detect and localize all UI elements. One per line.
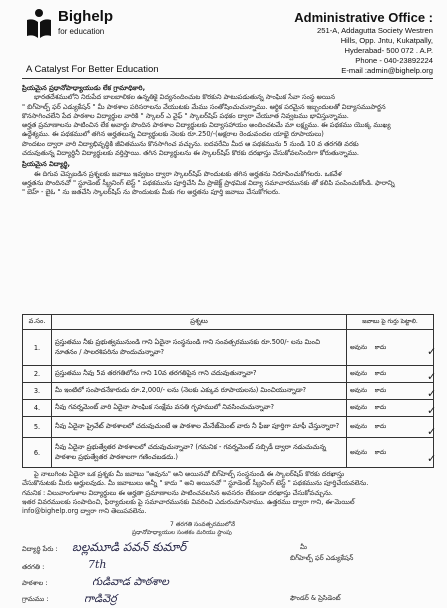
brand-name: Bighelp — [58, 8, 113, 25]
tagline: A Catalyst For Better Education — [26, 64, 159, 75]
stamp-note: ప్రధానోపాధ్యాయుల సంతకం మరియు స్టాంపు — [132, 530, 232, 536]
paragraph-line: కొనసాగించలేని పేద పాఠశాల విద్యార్థుల వారికి " స్కాలర్ ఎ వైఫ్ " స్కాలర్‌షిప్ పథకం ద్వారా చేయూత నివ్వటము భావిస్తున్నాము. — [22, 111, 349, 120]
answer-cell[interactable] — [347, 417, 437, 438]
label-village: గ్రామము : — [22, 595, 49, 603]
row-question: నీవు గవర్నమెంట్ వారి ఏదైనా సాంఘిక సంక్షేమ వసతి గృహములో నివసించుచున్నావా? — [52, 400, 347, 417]
table-row — [23, 400, 434, 417]
answer-cell[interactable] — [347, 438, 437, 468]
row-question: నీవు ఏదైనా ప్రభుత్వేతర పాఠశాలలో చదువుచున్నావా? (గమనిక - గవర్నమెంట్ సబ్సిడీ ద్వారా నడుచుచున్న పాఠశాల ప్రభుత్వేతర పాఠశాలగా గణించబడదు.) — [52, 438, 347, 468]
row-number: 5. — [23, 417, 52, 438]
row-number: 1. — [23, 330, 52, 366]
paragraph-line: భారతదేశములోని నిరుపేద బాలబాలికల ఉన్నతికై విద్యనందించుట కొరకుని పాటుపడుతున్న సాంఘిక సేవా సంస్థ అయిన — [34, 93, 336, 102]
answer-cell[interactable] — [347, 383, 437, 400]
label-class: తరగతి : — [22, 563, 45, 571]
answer-yes: అవును — [350, 404, 368, 411]
paragraph-line: చేసుకొనుటకు మీరు అర్హులవుడు. మీ జవాబులు అన్నీ " కాదు " అని అయినచో " స్టూడెంట్ స్క్రీనింగ్ టెస్ట్ " పథకమును పూర్తిచేయవలెను. — [22, 479, 369, 488]
column-header-number: వ.సం. — [23, 315, 52, 330]
answer-yes: అవును — [350, 343, 368, 351]
address-line: Hyderabad- 500 072 . A.P. — [344, 46, 433, 55]
office-address — [294, 10, 433, 76]
checkmark-icon: ✓ — [427, 452, 437, 465]
column-header-answer: జవాబు పై గుర్తు పెట్టాలి. — [347, 315, 434, 330]
paragraph-line: పై నాలుగింట ఏదైనా ఒక ప్రశ్నకు మీ జవాబు "అవును" అని అయినచో బిగ్‌హెల్ప్ సంస్థనుండి ఈ స్కాలర్‌షిప్ కొరకు దరఖాస్తు — [34, 470, 345, 478]
table-row — [23, 330, 434, 366]
table-row — [23, 417, 434, 438]
column-header-questions: ప్రశ్నలు — [52, 315, 347, 330]
table-row — [23, 366, 434, 383]
paragraph-line: ఉద్దేశ్యము. ఈ పథకములో తగిన అర్హతలున్న విద్యార్థులకు నెలకు రూ.250/-(అక్షరాల రెండువందల యాభై రూపాయలు) — [22, 130, 324, 139]
header-divider — [22, 78, 433, 79]
table-row — [23, 438, 434, 468]
paragraph-line: పొందటం ద్వారా వారి విద్యాభివృద్ధికి జీవితమును కొనసాగించ వచ్చును. ఐదవరేమి మీద ఆ పథకమును 5 నుండి 10 వ తరగతి వరకు — [22, 139, 359, 148]
label-school: పాఠశాల : — [22, 579, 48, 587]
answer-no: కాదు — [374, 423, 387, 430]
office-title: Administrative Office : — [294, 10, 433, 25]
salutation-student: ప్రియమైన విద్యార్థి, — [22, 160, 71, 169]
answer-yes: అవును — [350, 423, 368, 430]
paragraph-line: " బిగ్‌హెల్ప్ ఫర్ ఎడ్యుకేషన్ " మీ పాఠశాల పరిసరాలను వేయుటకు మేము సంతోషించుచున్నాము. ఆర్థిక పరమైన ఇబ్బందులతో విద్యాసముపార్జన — [22, 102, 386, 111]
row-question: మీ ఇంటిలో సంపాదనేకారుడు రూ.2,000/- లను (నెలకు ఎక్కువ రూపాయలను) మించియున్నాడా? — [52, 383, 347, 400]
student-name-value: బల్లమూడి పవన్ కుమార్ — [72, 540, 187, 554]
row-number: 3. — [23, 383, 52, 400]
paragraph-line: ఇతర వివరములకు సంపాదించి, ఫిర్యాదులకు పై సమాచారమునకు వివరించి ఎదురుచూసినాము. ఉత్తరము ద్వారా గాని, ఈ-మెయిల్ — [22, 497, 355, 506]
answer-yes: అవును — [350, 448, 368, 456]
address-line: 251-A, Addagutta Society Westren — [317, 26, 433, 35]
answer-no: కాదు — [374, 448, 387, 456]
table-header-row — [23, 315, 434, 330]
bighelp-logo-icon — [24, 8, 54, 40]
answer-no: కాదు — [374, 404, 387, 411]
row-number: 4. — [23, 400, 52, 417]
checkmark-icon: ✓ — [427, 387, 437, 400]
grade-note: 7 తరగతి సంవత్సరములోనే — [170, 521, 235, 528]
signoff-from: మీ — [300, 543, 307, 551]
row-number: 6. — [23, 438, 52, 468]
email-line: info@bighelp.org ద్వారా గాని తెలుపవలెను. — [22, 507, 147, 516]
table-row — [23, 383, 434, 400]
answer-cell[interactable] — [347, 330, 437, 366]
row-question: నీవు ఏదైనా ప్రైవేట్ పాఠశాలలో చదువుచుంటే ఆ పాఠశాల మేనేజ్‌మెంట్ వారు నీ ఫీజు పూర్తిగా మాఫీ చేస్తున్నారా? — [52, 417, 347, 438]
class-value: 7th — [88, 558, 107, 571]
answer-yes: అవును — [350, 387, 368, 394]
checkmark-icon: ✓ — [427, 345, 437, 358]
answer-cell[interactable] — [347, 366, 437, 383]
answer-cell[interactable] — [347, 400, 437, 417]
paragraph-line: గమనిక : విలువాంగుళాల విద్యార్థులు ఈ అర్హతా ప్రమాణాలను పాటించవలసిన అవసరం లేకుండా దరఖాస్తు చేసుకోవచ్చును. — [22, 488, 333, 497]
answer-no: కాదు — [374, 370, 387, 377]
letter-body-2 — [22, 470, 433, 516]
paragraph-line: చదువుతున్న విద్యార్థినీ విద్యార్థులకు వర్తిస్తాయి. తగిన విద్యార్థులను ఈ స్కాలర్‌షిప్ కొరకు దరఖాస్తు చేసుకోవలసిందిగా కోరుతున్నాము. — [22, 149, 359, 158]
answer-no: కాదు — [374, 343, 387, 351]
address-line: Hills, Opp. Jntu, Kukatpally, — [340, 36, 433, 45]
address-line: E-mail :admin@bighelp.org — [341, 66, 433, 75]
signoff-organization: బిగ్‌హెల్ప్ ఫర్ ఎడ్యుకేషన్ — [290, 554, 354, 562]
salutation-headmaster: ప్రియమైన ప్రధానోపాధ్యాయుడు లేక గ్రామాధికారి, — [22, 84, 146, 92]
paragraph-line: " బెహ్ - బైఓ " ను జతచేసి స్కాలర్‌షిప్ ను పొందుటకు మీకు గల అర్హతను పూర్తి జవాబు చేసుకోగలరు. — [22, 188, 281, 197]
paragraph-line: ఈ దిగువ చెప్పబడిన ప్రశ్నలకు జవాబు ఇవ్వటం ద్వారా స్కాలర్‌షిప్ పొందుటకు తగిన అర్హతను నిరూపించుకోగలరు. ఒకవేళ — [34, 169, 342, 178]
row-number: 2. — [23, 366, 52, 383]
letter-body-1 — [22, 84, 433, 198]
paragraph-line: అర్హతను పొందినచో " స్టూడెంట్ స్క్రీనింగ్ టెస్ట్ " పథకమును పూర్తిచేసి మీ ప్రాజెక్ట్ ప్రాథమిక విద్యా సమాచారమునకు తో కలిపి పంపించుకోండి. ఫారాన్ని — [22, 178, 395, 187]
village-value: గాడివెర్ర — [84, 592, 117, 605]
brand-subtitle: for education — [58, 27, 105, 36]
row-question: ప్రస్తుతము నీకు ప్రభుత్వమునుండి గాని ఏదైనా సంస్థనుండి గాని సంవత్సరమునకు రూ.500/- లను మించి నూతనం / సాలరశిపరిను పొందుచున్నావా? — [52, 330, 347, 366]
eligibility-table — [22, 314, 437, 468]
signoff-title: ఫౌండర్ & ప్రెసిడెంట్ — [290, 594, 341, 602]
school-value: గుడివాడ పాఠశాల — [92, 575, 169, 588]
checkmark-icon: ✓ — [427, 425, 437, 438]
checkmark-icon: ✓ — [427, 370, 437, 383]
label-student-name: విద్యార్థి పేరు : — [22, 545, 58, 553]
checkmark-icon: ✓ — [427, 404, 437, 417]
answer-no: కాదు — [374, 387, 387, 394]
row-question: ప్రస్తుతము నీవు 5వ తరగతిలోను గాని 10వ తరగతిపైన గాని చదువుతున్నావా? — [52, 366, 347, 383]
address-line: Phone - 040-23892224 — [355, 56, 433, 65]
paragraph-line: అర్హత ప్రమాణాలను పాటించిన లేక అవార్డు పొందిన పాఠశాల విద్యార్థులకు విద్యాసహాయం అందించటమే మా లక్ష్యము. ఈ పథకము యొక్క ముఖ్య — [22, 121, 391, 130]
answer-yes: అవును — [350, 370, 368, 377]
